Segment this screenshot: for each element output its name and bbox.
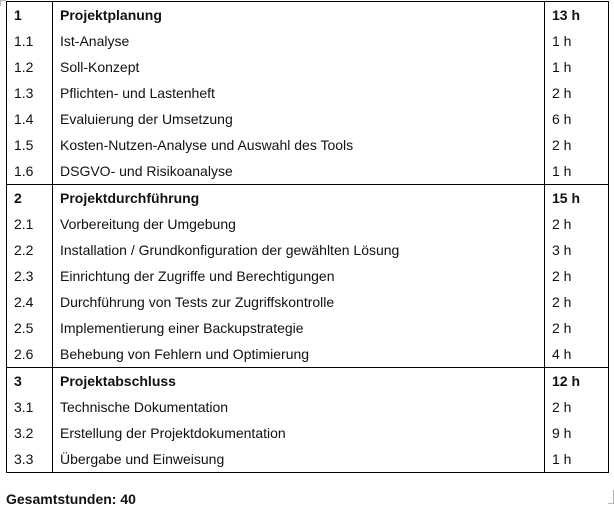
phase-hours: 13 h <box>545 2 609 29</box>
task-number: 1.6 <box>7 158 53 185</box>
task-row <box>7 80 609 106</box>
task-title: DSGVO- und Risikoanalyse <box>53 158 545 185</box>
task-row <box>7 315 609 341</box>
task-number: 1.5 <box>7 132 53 158</box>
phase-number: 2 <box>7 185 53 212</box>
total-hours: Gesamtstunden: 40 <box>6 491 136 507</box>
phase-title: Projektabschluss <box>53 368 545 395</box>
task-title: Installation / Grundkonfiguration der gewählten Lösung <box>53 237 545 263</box>
page-corner-marker <box>608 490 614 504</box>
phase-number: 1 <box>7 2 53 29</box>
task-hours: 2 h <box>545 394 609 420</box>
task-hours: 2 h <box>545 315 609 341</box>
task-hours: 1 h <box>545 54 609 80</box>
task-hours: 1 h <box>545 158 609 185</box>
task-title: Übergabe und Einweisung <box>53 446 545 473</box>
task-title: Evaluierung der Umsetzung <box>53 106 545 132</box>
task-row <box>7 132 609 158</box>
task-number: 1.2 <box>7 54 53 80</box>
task-hours: 2 h <box>545 263 609 289</box>
task-title: Behebung von Fehlern und Optimierung <box>53 341 545 368</box>
task-number: 1.1 <box>7 28 53 54</box>
task-row <box>7 54 609 80</box>
task-hours: 2 h <box>545 289 609 315</box>
task-title: Vorbereitung der Umgebung <box>53 211 545 237</box>
task-number: 3.1 <box>7 394 53 420</box>
task-number: 3.2 <box>7 420 53 446</box>
task-title: Kosten-Nutzen-Analyse und Auswahl des Tools <box>53 132 545 158</box>
task-title: Ist-Analyse <box>53 28 545 54</box>
phase-title: Projektplanung <box>53 2 545 29</box>
task-number: 2.1 <box>7 211 53 237</box>
task-row <box>7 158 609 185</box>
task-title: Erstellung der Projektdokumentation <box>53 420 545 446</box>
task-row <box>7 28 609 54</box>
task-hours: 6 h <box>545 106 609 132</box>
task-title: Einrichtung der Zugriffe und Berechtigungen <box>53 263 545 289</box>
task-hours: 2 h <box>545 211 609 237</box>
task-number: 3.3 <box>7 446 53 473</box>
task-row <box>7 341 609 368</box>
phase-hours: 15 h <box>545 185 609 212</box>
task-number: 2.4 <box>7 289 53 315</box>
phase-hours: 12 h <box>545 368 609 395</box>
task-row <box>7 289 609 315</box>
project-plan-table <box>6 1 609 473</box>
task-row <box>7 106 609 132</box>
task-hours: 4 h <box>545 341 609 368</box>
task-title: Pflichten- und Lastenheft <box>53 80 545 106</box>
task-hours: 1 h <box>545 28 609 54</box>
task-title: Implementierung einer Backupstrategie <box>53 315 545 341</box>
task-hours: 3 h <box>545 237 609 263</box>
task-row <box>7 446 609 473</box>
phase-row <box>7 2 609 29</box>
task-number: 2.5 <box>7 315 53 341</box>
task-title: Technische Dokumentation <box>53 394 545 420</box>
phase-row <box>7 368 609 395</box>
phase-title: Projektdurchführung <box>53 185 545 212</box>
task-hours: 2 h <box>545 132 609 158</box>
phase-number: 3 <box>7 368 53 395</box>
task-title: Soll-Konzept <box>53 54 545 80</box>
task-hours: 2 h <box>545 80 609 106</box>
task-row <box>7 237 609 263</box>
task-hours: 1 h <box>545 446 609 473</box>
task-number: 1.4 <box>7 106 53 132</box>
task-number: 2.2 <box>7 237 53 263</box>
task-row <box>7 263 609 289</box>
task-number: 2.3 <box>7 263 53 289</box>
task-row <box>7 211 609 237</box>
task-number: 1.3 <box>7 80 53 106</box>
task-row <box>7 420 609 446</box>
phase-row <box>7 185 609 212</box>
task-hours: 9 h <box>545 420 609 446</box>
task-row <box>7 394 609 420</box>
task-number: 2.6 <box>7 341 53 368</box>
task-title: Durchführung von Tests zur Zugriffskontrolle <box>53 289 545 315</box>
